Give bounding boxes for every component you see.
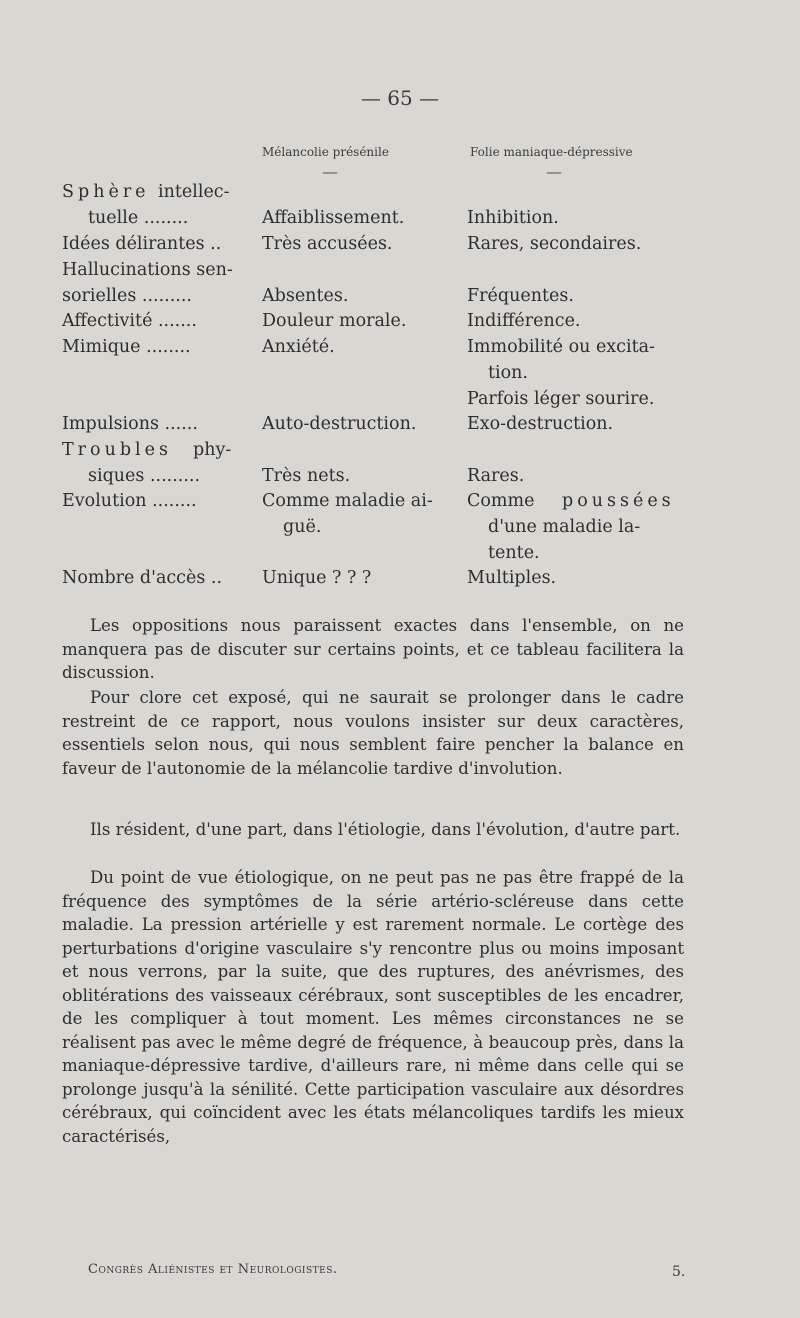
row-label-affectivite: Affectivité ....... xyxy=(62,311,197,331)
footer-signature: 5. xyxy=(672,1264,686,1280)
cell-melancolie-sphere: Affaiblissement. xyxy=(262,208,405,228)
cell-folie-evolution-line2: d'une maladie la- xyxy=(488,517,641,537)
cell-folie-nombre: Multiples. xyxy=(467,568,557,588)
cell-melancolie-hallucinations: Absentes. xyxy=(262,286,349,306)
cell-folie-hallucinations: Fréquentes. xyxy=(467,286,574,306)
cell-melancolie-evolution-line2: guë. xyxy=(283,517,322,537)
cell-folie-mimique-line3: Parfois léger sourire. xyxy=(467,389,655,409)
cell-folie-mimique-line2: tion. xyxy=(488,363,528,383)
cell-folie-evolution-line3: tente. xyxy=(488,543,540,563)
column-header-melancolie: Mélancolie présénile xyxy=(262,145,389,159)
paragraph-4: Du point de vue étiologique, on ne peut pas ne pas être frappé de la fréquence des symptômes de la série artério-scléreuse dans cette maladie. La pression artérielle y est rarement normale. Le cortège des perturbations d'origine vasculaire s'y rencontre plus ou moins imposant et nous verrons, par la suite, que des ruptures, des anévrismes, des oblitérations des vaisseaux cérébraux, sont susceptibles de les encadrer, de les compliquer à tout moment. Les mêmes circonstances ne se réalisent pas avec le même degré de fréquence, à beaucoup près, dans la maniaque-dépressive tardive, d'ailleurs rare, ni même dans celle qui se prolonge jusqu'à la sénilité. Cette participation vasculaire aux désordres cérébraux, qui coïncident avec les états mélancoliques tardifs les mieux caractérisés, xyxy=(62,868,684,1146)
row-label-evolution: Evolution ........ xyxy=(62,491,197,511)
cell-melancolie-evolution: Comme maladie ai- xyxy=(262,491,433,511)
cell-folie-troubles: Rares. xyxy=(467,466,525,486)
cell-folie-idees: Rares, secondaires. xyxy=(467,234,642,254)
column-dash-folie: — xyxy=(546,162,562,181)
cell-folie-affectivite: Indifférence. xyxy=(467,311,581,331)
cell-melancolie-nombre: Unique ? ? ? xyxy=(262,568,372,588)
cell-melancolie-affectivite: Douleur morale. xyxy=(262,311,407,331)
footer-title: Congrès Aliénistes et Neurologistes. xyxy=(88,1262,338,1277)
row-label-troubles-cont: phy- xyxy=(193,440,232,460)
page-number: — 65 — xyxy=(360,86,440,110)
row-label-impulsions: Impulsions ...... xyxy=(62,414,198,434)
cell-melancolie-troubles: Très nets. xyxy=(262,466,351,486)
cell-melancolie-impulsions: Auto-destruction. xyxy=(262,414,417,434)
cell-folie-evolution-spaced: poussées xyxy=(562,491,675,511)
row-label-nombre: Nombre d'accès .. xyxy=(62,568,223,588)
row-label-sphere-line2: tuelle ........ xyxy=(88,208,189,228)
cell-melancolie-mimique: Anxiété. xyxy=(262,337,335,357)
row-label-troubles: Troubles xyxy=(62,440,172,460)
cell-melancolie-idees: Très accusées. xyxy=(262,234,393,254)
row-label-mimique: Mimique ........ xyxy=(62,337,191,357)
row-label-hallucinations: Hallucinations sen- xyxy=(62,260,233,280)
row-label-sphere-cont: intellec- xyxy=(158,182,230,202)
cell-folie-sphere: Inhibition. xyxy=(467,208,559,228)
paragraph-3: Ils résident, d'une part, dans l'étiologie, dans l'évolution, d'autre part. xyxy=(90,820,681,839)
column-header-folie: Folie maniaque-dépressive xyxy=(470,145,633,159)
cell-folie-mimique: Immobilité ou excita- xyxy=(467,337,655,357)
cell-folie-impulsions: Exo-destruction. xyxy=(467,414,614,434)
column-dash-melancolie: — xyxy=(322,162,338,181)
row-label-idees: Idées délirantes .. xyxy=(62,234,222,254)
cell-folie-evolution: Comme xyxy=(467,491,535,511)
row-label-sphere: Sphère xyxy=(62,182,150,202)
paragraph-2: Pour clore cet exposé, qui ne saurait se prolonger dans le cadre restreint de ce rapport, nous voulons insister sur deux caractères, essentiels selon nous, qui nous semblent faire pencher la balance en faveur de l'autonomie de la mélancolie tardive d'involution. xyxy=(62,688,684,778)
row-label-hallucinations-line2: sorielles ......... xyxy=(62,286,192,306)
row-label-troubles-line2: siques ......... xyxy=(88,466,201,486)
paragraph-1: Les oppositions nous paraissent exactes dans l'ensemble, on ne manquera pas de discuter sur certains points, et ce tableau facilitera la discussion. xyxy=(62,616,684,682)
